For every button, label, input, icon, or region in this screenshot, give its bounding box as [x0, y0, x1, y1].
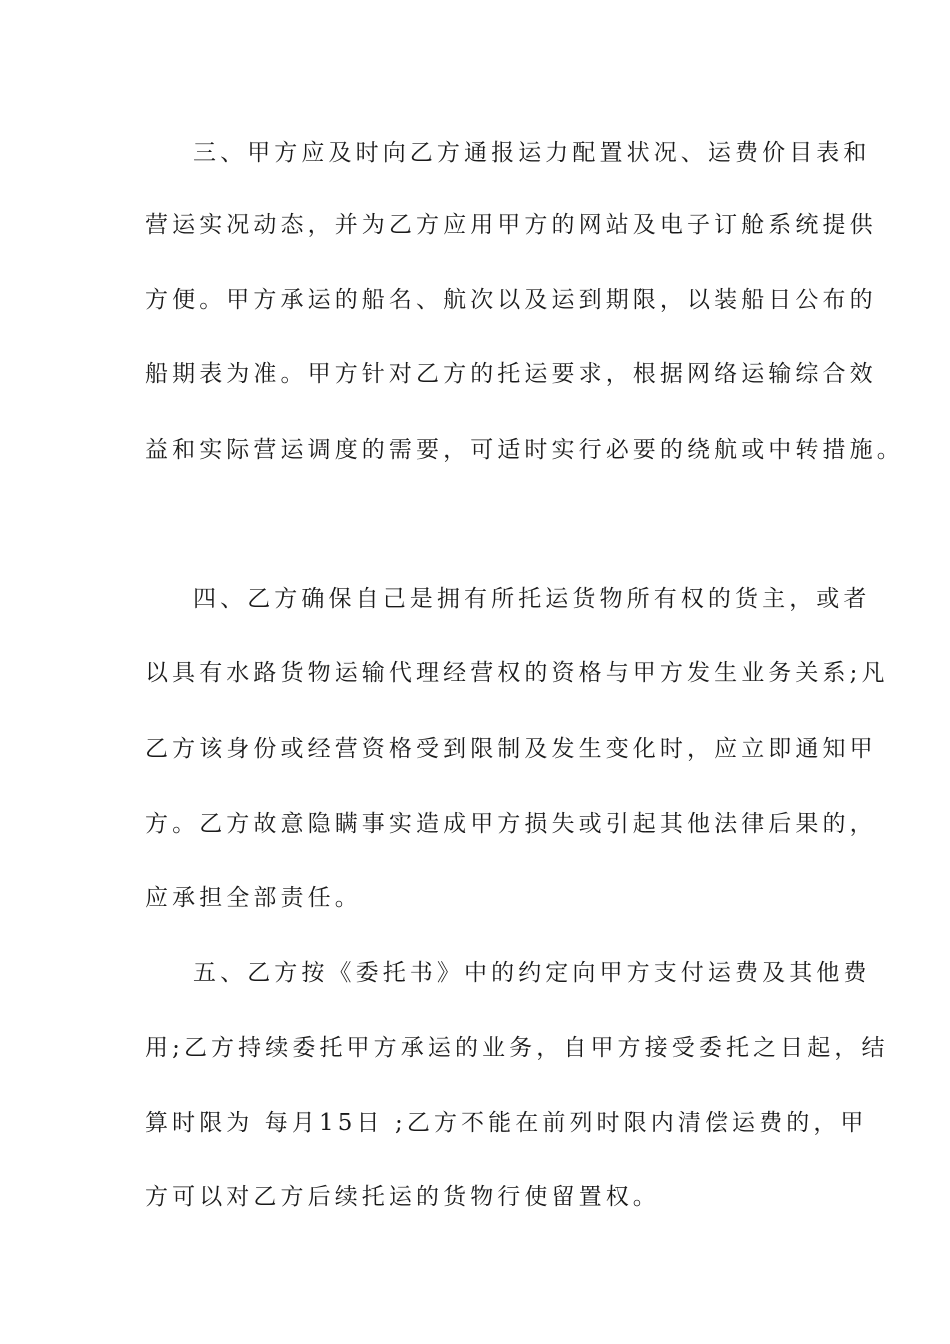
text-line: 乙方该身份或经营资格受到限制及发生变化时，应立即通知甲: [145, 736, 877, 762]
text-line: 方便。甲方承运的船名、航次以及运到期限，以装船日公布的: [145, 287, 877, 313]
text-line: 方可以对乙方后续托运的货物行使留置权。: [145, 1184, 660, 1210]
text-line: 五、乙方按《委托书》中的约定向甲方支付运费及其他费: [193, 960, 871, 986]
text-line: 益和实际营运调度的需要，可适时实行必要的绕航或中转措施。: [145, 437, 904, 463]
text-line: 船期表为准。甲方针对乙方的托运要求，根据网络运输综合效: [145, 361, 877, 387]
text-line: 应承担全部责任。: [145, 885, 362, 911]
text-line: 用;乙方持续委托甲方承运的业务，自甲方接受委托之日起，结: [145, 1035, 889, 1061]
text-line: 四、乙方确保自己是拥有所托运货物所有权的货主，或者: [193, 586, 871, 612]
text-line: 以具有水路货物运输代理经营权的资格与甲方发生业务关系;凡: [145, 660, 889, 686]
text-line: 三、甲方应及时向乙方通报运力配置状况、运费价目表和: [193, 140, 871, 166]
text-line: 算时限为 每月15日 ;乙方不能在前列时限内清偿运费的，甲: [145, 1110, 868, 1136]
text-line: 方。乙方故意隐瞒事实造成甲方损失或引起其他法律后果的，: [145, 811, 877, 837]
text-line: 营运实况动态，并为乙方应用甲方的网站及电子订舱系统提供: [145, 212, 877, 238]
